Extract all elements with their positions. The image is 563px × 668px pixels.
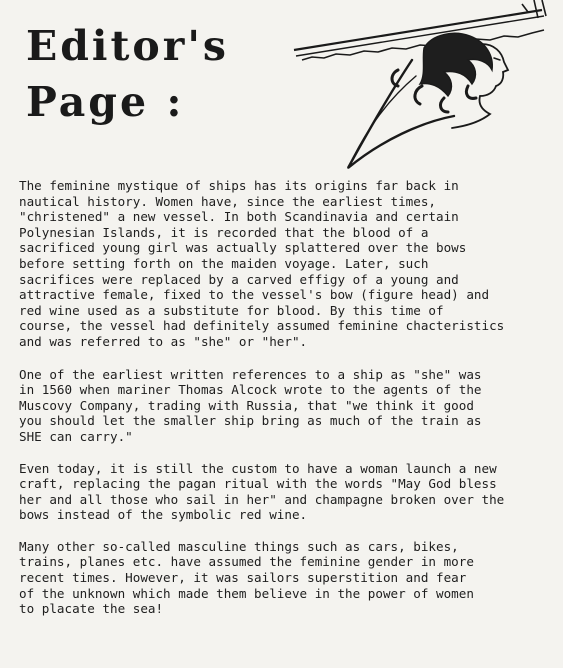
page-title (26, 18, 229, 130)
text-line: Polynesian Islands, it is recorded that the blood of a (19, 224, 429, 240)
paragraph-4 (19, 539, 559, 617)
paragraph-2 (19, 367, 559, 445)
text-line: nautical history. Women have, since the earliest times, (19, 193, 437, 209)
text-line: Many other so-called masculine things such as cars, bikes, (19, 538, 459, 554)
text-line: red wine used as a substitute for blood. By this time of (19, 302, 444, 318)
text-line: in 1560 when mariner Thomas Alcock wrote to the agents of the (19, 382, 482, 398)
text-line: you should let the smaller ship bring as much of the train as (19, 413, 482, 429)
page-title-line-1: Editor's (26, 22, 230, 70)
text-line: of the unknown which made them believe in the power of women (19, 585, 474, 601)
page-title-line-2: Page : (26, 78, 185, 126)
figurehead-woman-icon (348, 33, 508, 168)
paragraph-3 (19, 461, 559, 523)
text-line: The feminine mystique of ships has its origins far back in (19, 178, 459, 193)
text-line: SHE can carry." (19, 428, 133, 444)
text-line: craft, replacing the pagan ritual with the words "May God bless (19, 476, 497, 492)
text-line: her and all those who sail in her" and champagne broken over the (19, 491, 505, 507)
text-line: course, the vessel had definitely assumed feminine chacteristics (19, 318, 505, 334)
text-line: recent times. However, it was sailors superstition and fear (19, 570, 467, 586)
text-line: sacrificed young girl was actually splattered over the bows (19, 240, 467, 256)
ship-rail-icon (294, 0, 546, 60)
text-line: "christened" a new vessel. In both Scandinavia and certain (19, 209, 459, 225)
text-line: sacrifices were replaced by a carved effigy of a young and (19, 271, 459, 287)
text-line: attractive female, fixed to the vessel's bow (figure head) and (19, 287, 490, 303)
text-line: Muscovy Company, trading with Russia, that "we think it good (19, 397, 474, 413)
text-line: before setting forth on the maiden voyage. Later, such (19, 255, 429, 271)
text-line: One of the earliest written references to a ship as "she" was (19, 366, 482, 382)
paragraph-1 (19, 178, 559, 350)
text-line: and was referred to as "she" or "her". (19, 333, 308, 349)
text-line: trains, planes etc. have assumed the feminine gender in more (19, 554, 474, 570)
text-line: bows instead of the symbolic red wine. (19, 507, 308, 523)
article-body (19, 178, 559, 632)
figurehead-illustration (272, 0, 562, 180)
text-line: to placate the sea! (19, 601, 164, 617)
text-line: Even today, it is still the custom to have a woman launch a new (19, 460, 497, 476)
